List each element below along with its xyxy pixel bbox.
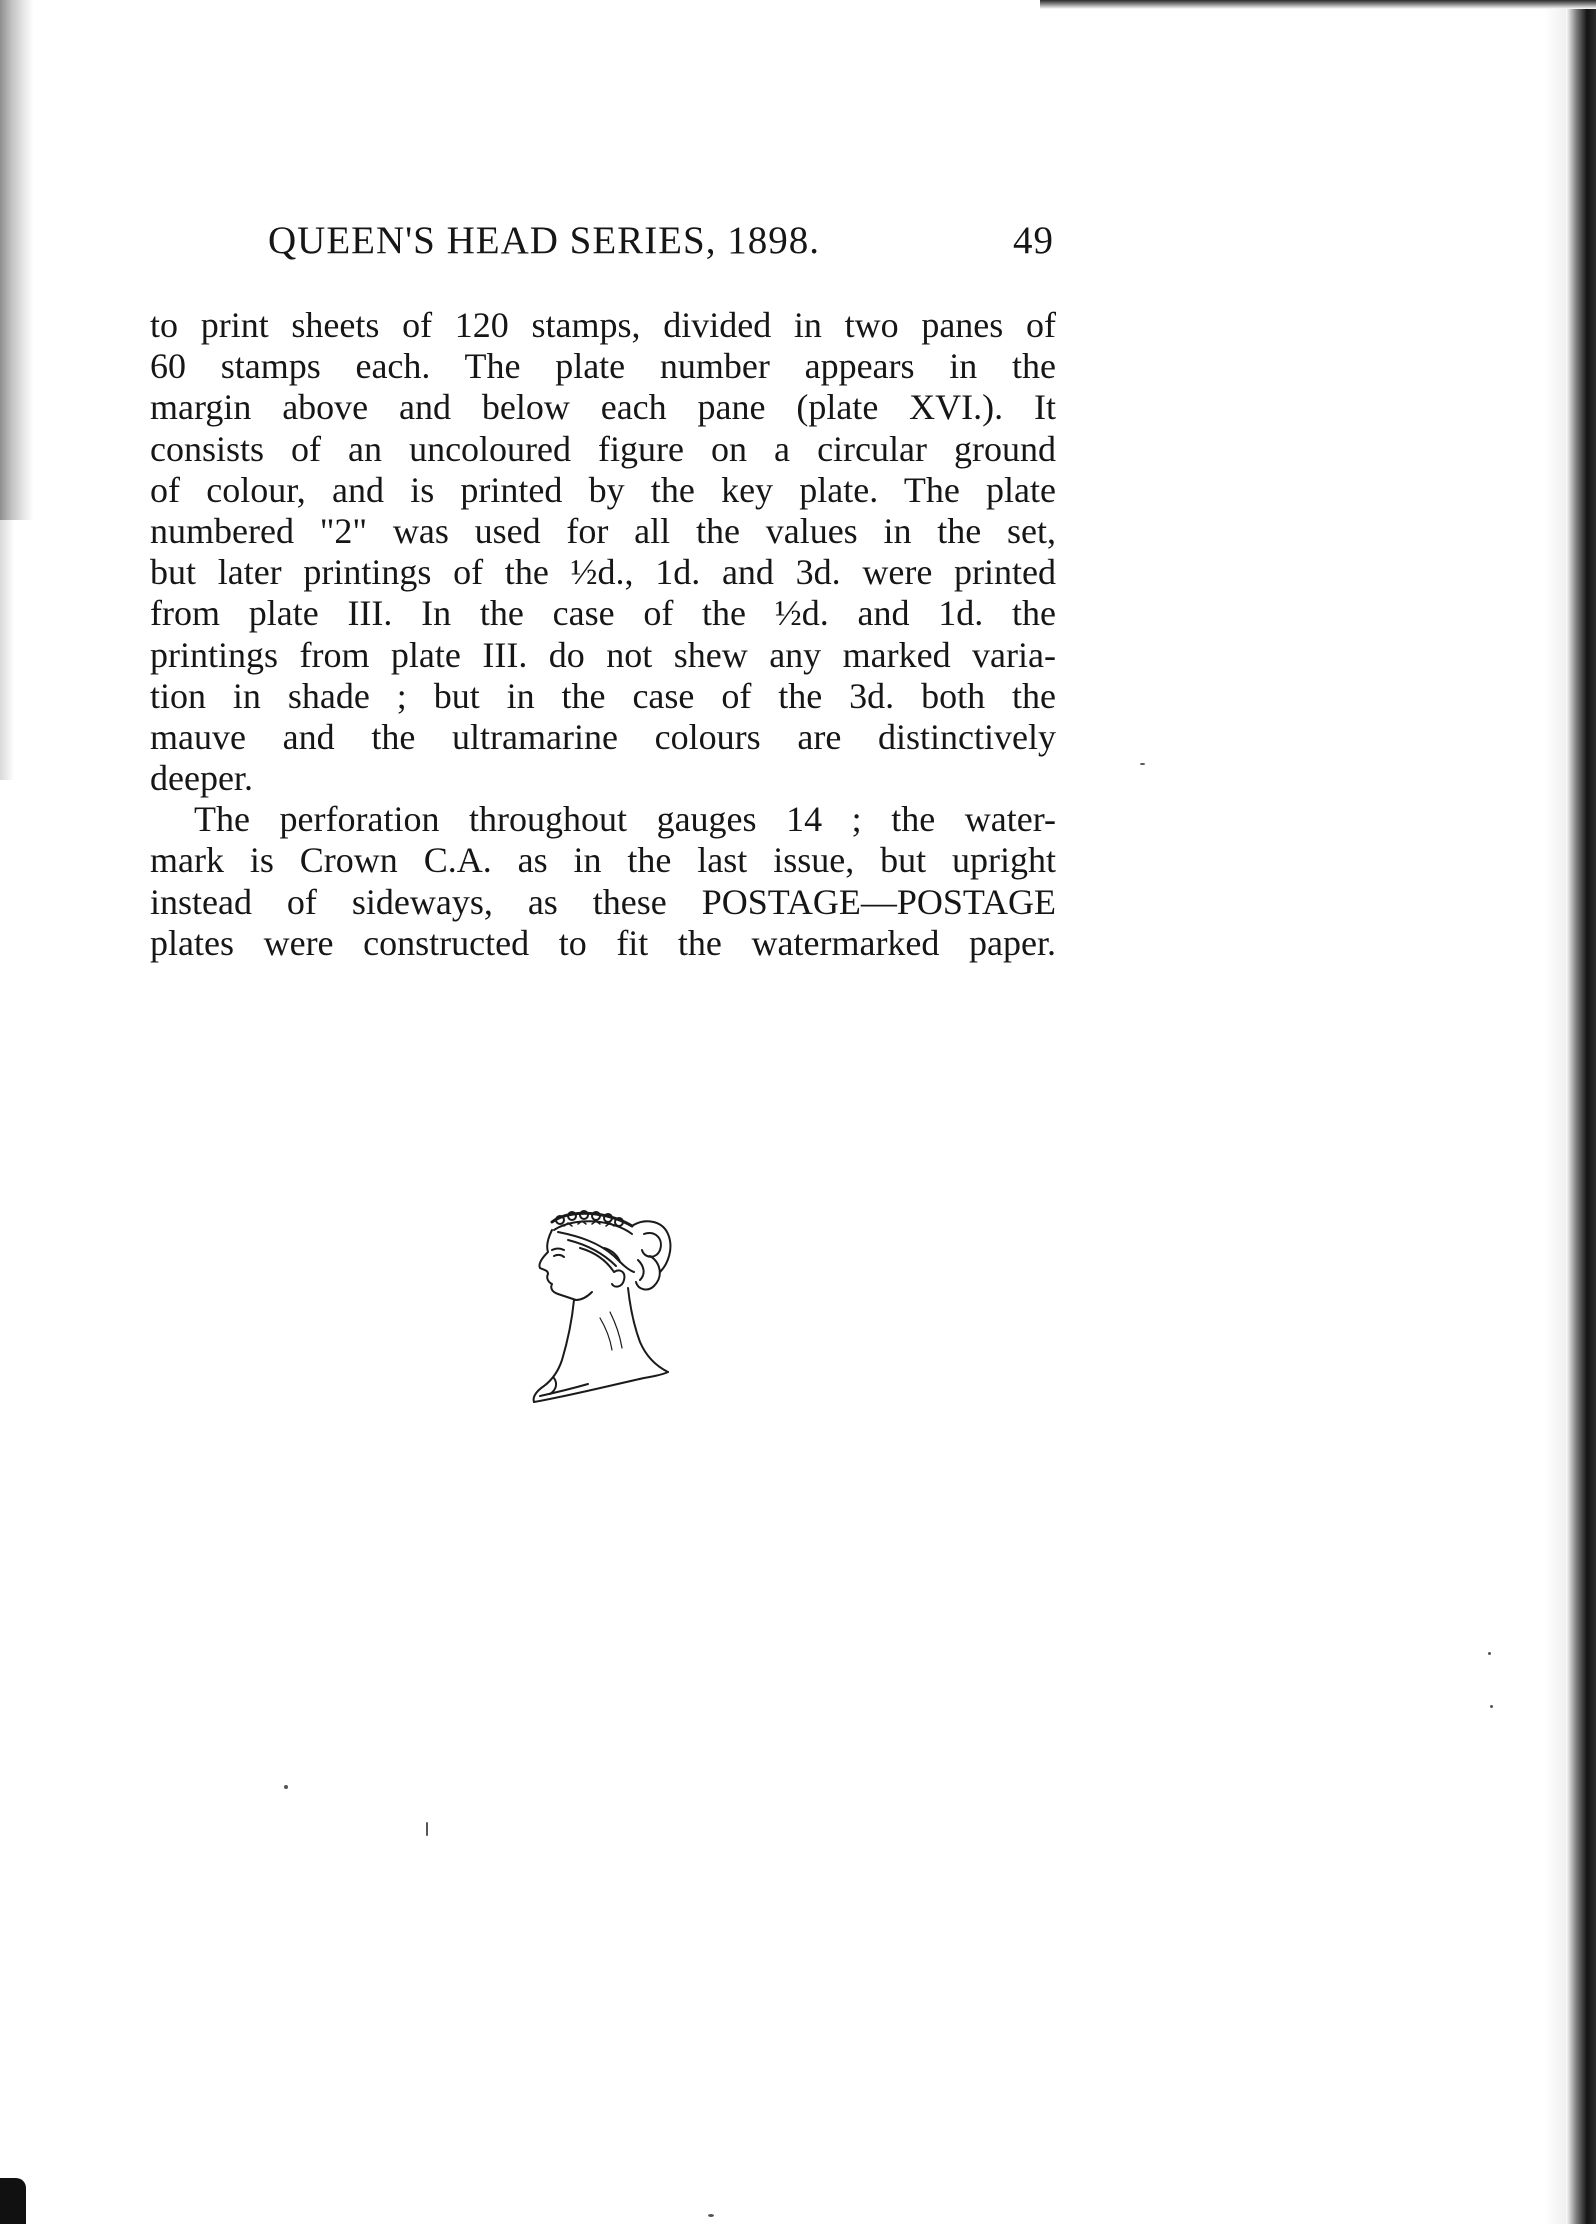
text-line: The perforation throughout gauges 14 ; the water- — [194, 799, 1056, 840]
dust-speck — [284, 1785, 288, 1789]
text-line: numbered "2" was used for all the values in the set, — [150, 510, 1056, 551]
dust-speck — [426, 1822, 428, 1836]
page-header — [268, 218, 1054, 268]
scan-shadow-left — [0, 0, 34, 520]
text-line: tion in shade ; but in the case of the 3d. both the — [150, 675, 1056, 716]
paragraph-2 — [150, 799, 1056, 964]
text-line: of colour, and is printed by the key plate. The plate — [150, 469, 1056, 510]
running-title: QUEEN'S HEAD SERIES, 1898. — [268, 219, 820, 262]
paragraph-1 — [150, 305, 1056, 799]
dust-speck — [708, 2214, 714, 2217]
text-line: 60 stamps each. The plate number appears in the — [150, 346, 1056, 387]
dust-speck — [1488, 1652, 1491, 1655]
scan-shadow-top — [1040, 0, 1596, 9]
body-text — [150, 305, 1056, 964]
text-line: mauve and the ultramarine colours are distinctively — [150, 716, 1056, 757]
text-line: margin above and below each pane (plate XVI.). It — [150, 387, 1056, 428]
text-line: instead of sideways, as these POSTAGE—POSTAGE — [150, 881, 1056, 922]
text-line: mark is Crown C.A. as in the last issue, but upright — [150, 840, 1056, 881]
text-line: printings from plate III. do not shew any marked varia- — [150, 634, 1056, 675]
scan-shadow-right — [1566, 0, 1596, 2224]
text-line: to print sheets of 120 stamps, divided in two panes of — [150, 305, 1056, 345]
scan-shadow-left-lower — [0, 520, 14, 780]
dust-speck — [1490, 1705, 1493, 1708]
scan-shadow-right-inner — [1544, 0, 1566, 2224]
scan-shadow-corner — [0, 2178, 26, 2224]
text-line: deeper. — [150, 758, 253, 799]
dust-speck — [1140, 763, 1145, 765]
text-line: but later printings of the ½d., 1d. and 3d. were printed — [150, 552, 1056, 593]
page-number: 49 — [1013, 219, 1054, 262]
text-line: plates were constructed to fit the watermarked paper. — [150, 922, 1056, 963]
text-line: from plate III. In the case of the ½d. and 1d. the — [150, 593, 1056, 634]
text-line: consists of an uncoloured figure on a circular ground — [150, 428, 1056, 469]
queen-head-portrait-icon — [518, 1200, 693, 1425]
